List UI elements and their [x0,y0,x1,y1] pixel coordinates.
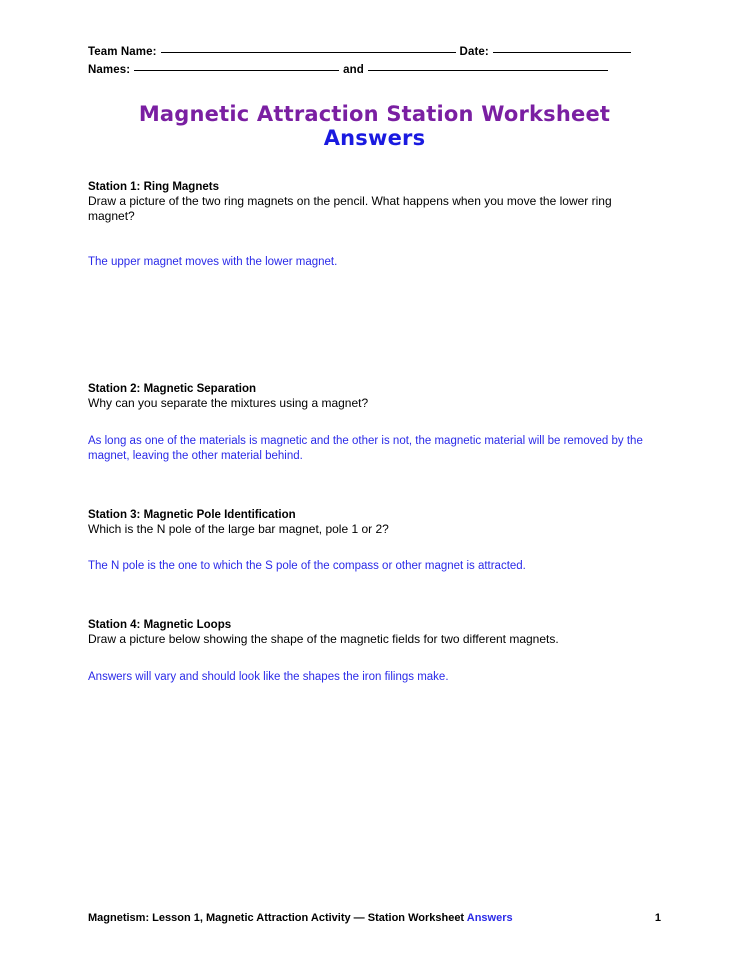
station-2-prompt: Why can you separate the mixtures using a magnet? [88,395,369,410]
station-1-answer: The upper magnet moves with the lower magnet. [88,256,338,269]
page-footer [88,912,661,924]
name-one-fill-line[interactable] [134,70,339,71]
station-2-heading: Station 2: Magnetic Separation [88,382,257,395]
names-label: Names: [88,63,131,76]
date-fill-line[interactable] [493,52,631,53]
station-1-drawing-area[interactable] [88,271,661,383]
station-4-answer: Answers will vary and should look like the shapes the iron filings make. [88,670,449,683]
station-3-section [88,509,661,619]
station-3-heading: Station 3: Magnetic Pole Identification [88,508,296,521]
team-name-fill-line[interactable] [161,52,456,53]
date-label: Date: [459,46,489,58]
team-name-label: Team Name: [88,46,157,58]
page-title [88,102,661,150]
and-label: and [343,63,364,76]
station-3-answer: The N pole is the one to which the S pole of the compass or other magnet is attracted. [88,560,526,573]
page-title-answers: Answers [323,125,426,150]
station-4-heading: Station 4: Magnetic Loops [88,619,232,631]
station-4-prompt: Draw a picture below showing the shape of the magnetic fields for two different magnets. [88,632,559,646]
station-1-heading: Station 1: Ring Magnets [88,180,219,193]
team-name-row [88,44,661,62]
names-row [88,62,661,80]
station-3-prompt: Which is the N pole of the large bar magnet, pole 1 or 2? [88,521,389,536]
page-title-main: Magnetic Attraction Station Worksheet [138,101,611,126]
student-info-header [88,44,661,80]
footer-text [88,912,513,924]
station-2-section [88,383,661,509]
page-number: 1 [654,912,661,924]
name-two-fill-line[interactable] [368,70,608,71]
station-1-prompt: Draw a picture of the two ring magnets on the pencil. What happens when you move the lower ring magnet? [88,193,612,224]
station-2-answer: As long as one of the materials is magnetic and the other is not, the magnetic material will be removed by the magnet, leaving the other material behind. [88,434,643,463]
footer-main-text: Magnetism: Lesson 1, Magnetic Attraction Activity — Station Worksheet [88,912,467,924]
station-4-section [88,619,661,685]
footer-answers-word: Answers [466,912,513,924]
station-1-section [88,181,661,383]
